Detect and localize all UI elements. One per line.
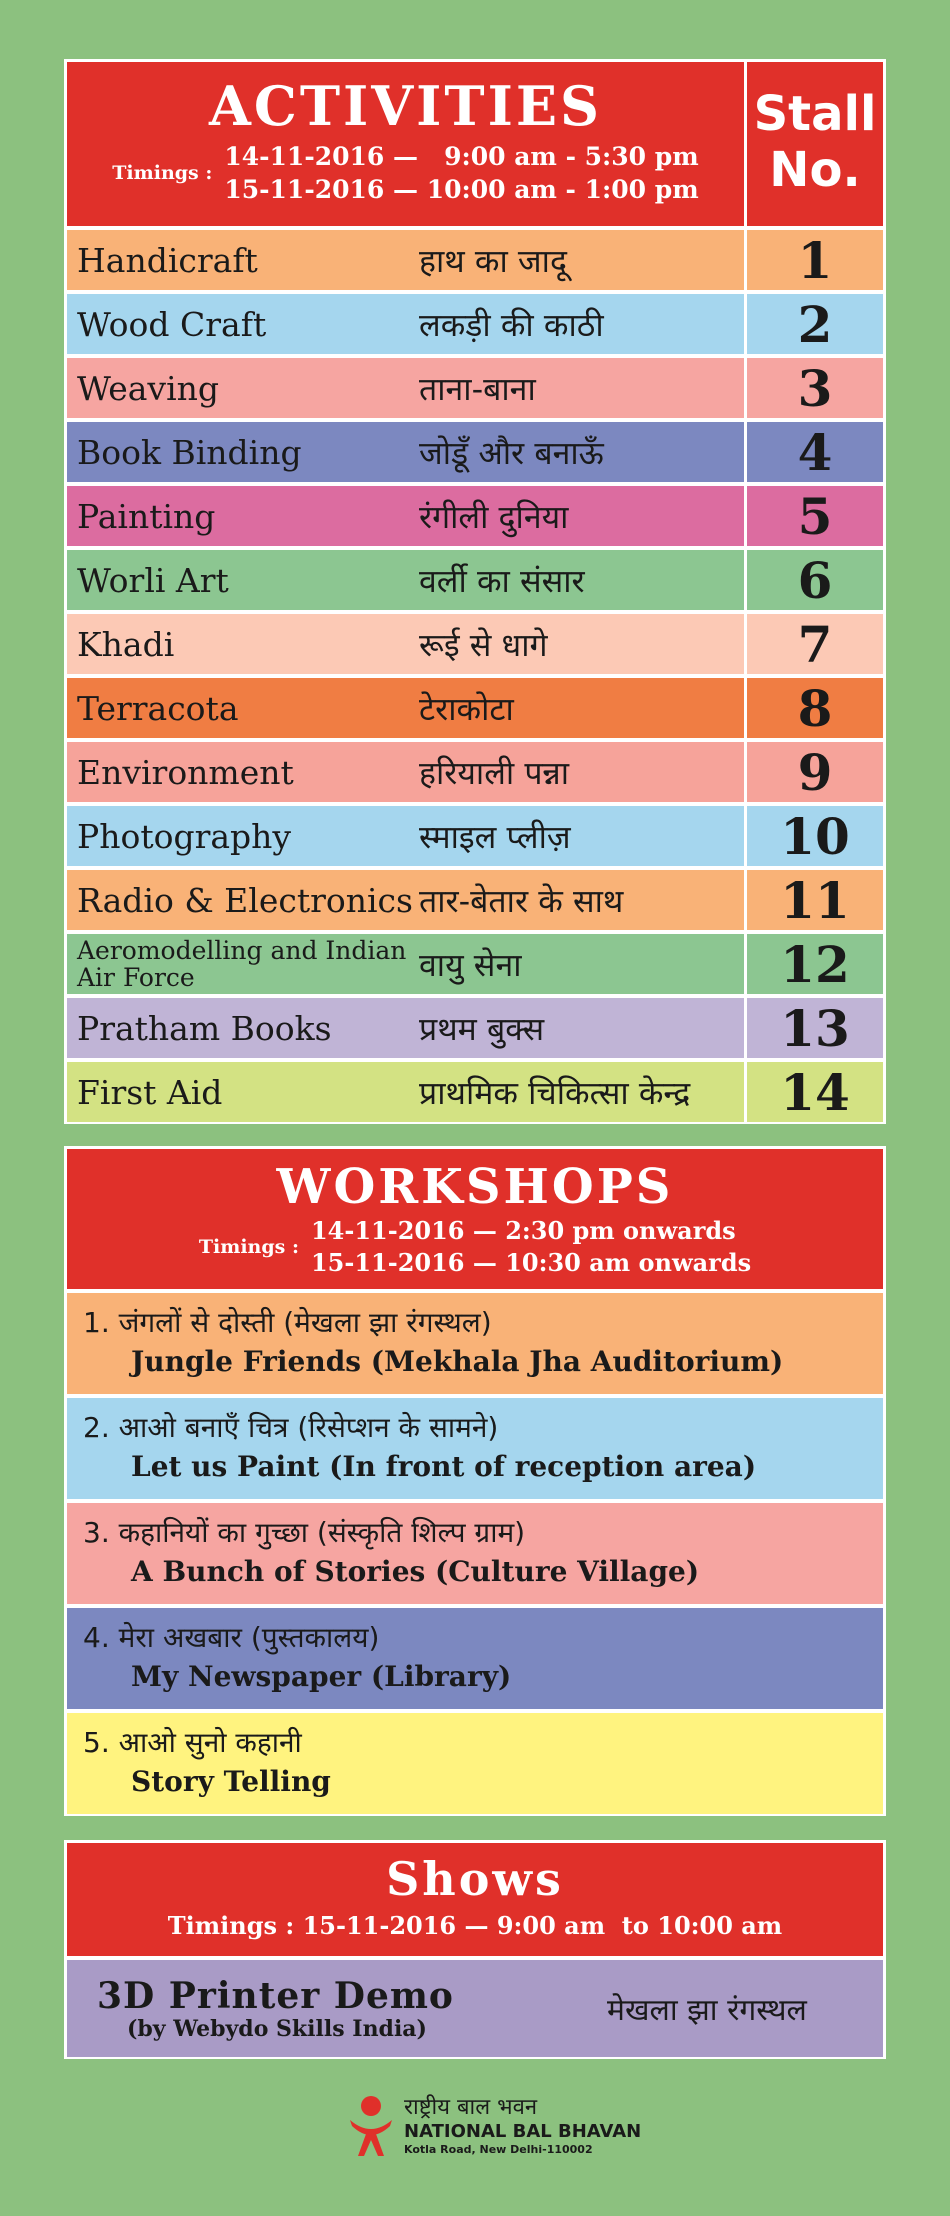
activity-english-name: Weaving xyxy=(77,368,220,408)
activity-english-name: Worli Art xyxy=(77,560,229,600)
activity-name-cell xyxy=(67,934,744,994)
bal-bhavan-logo-icon xyxy=(346,2094,396,2158)
activities-title-box xyxy=(67,62,744,226)
stall-number: 7 xyxy=(747,614,883,674)
activities-header xyxy=(67,62,883,226)
activity-hindi-name: हरियाली पन्ना xyxy=(419,753,570,792)
activity-hindi-name: जोडूँ और बनाऊँ xyxy=(419,433,604,472)
stall-number: 1 xyxy=(747,230,883,290)
activities-timings xyxy=(67,140,744,206)
footer-logo-block xyxy=(346,2094,641,2158)
workshop-english-title: Jungle Friends (Mekhala Jha Auditorium) xyxy=(131,1345,784,1378)
activity-hindi-name: तार-बेतार के साथ xyxy=(419,881,624,920)
activity-row xyxy=(67,998,883,1058)
activity-english-name: Radio & Electronics xyxy=(77,880,413,920)
timing-line-2: 15-11-2016 — 10:00 am - 1:00 pm xyxy=(224,175,699,204)
activity-english-name: Painting xyxy=(77,496,216,536)
workshop-english-title: Story Telling xyxy=(131,1765,331,1798)
activity-name-cell xyxy=(67,998,744,1058)
activity-hindi-name: ताना-बाना xyxy=(419,369,536,408)
activity-english-name: Book Binding xyxy=(77,432,302,472)
workshop-hindi-title: 1. जंगलों से दोस्ती (मेखला झा रंगस्थल) xyxy=(83,1306,492,1339)
workshop-item xyxy=(67,1608,883,1709)
workshop-item xyxy=(67,1398,883,1499)
workshops-panel xyxy=(64,1146,886,1816)
timings-label: Timings : xyxy=(198,1236,299,1258)
activity-row xyxy=(67,294,883,354)
show-item-subtitle: (by Webydo Skills India) xyxy=(127,2015,427,2042)
footer-address: Kotla Road, New Delhi-110002 xyxy=(404,2143,593,2156)
activity-row xyxy=(67,678,883,738)
shows-title: Shows xyxy=(386,1852,564,1906)
activity-english-name: Aeromodelling and Indian Air Force xyxy=(77,936,407,992)
workshops-title: WORKSHOPS xyxy=(276,1159,674,1215)
stall-number: 11 xyxy=(747,870,883,930)
workshop-english-title: Let us Paint (In front of reception area) xyxy=(131,1450,757,1483)
footer-hindi-name: राष्ट्रीय बाल भवन xyxy=(404,2095,538,2120)
show-item xyxy=(67,1960,883,2057)
activity-name-cell xyxy=(67,550,744,610)
activity-row xyxy=(67,870,883,930)
activity-row xyxy=(67,230,883,290)
stall-header-line-2: No. xyxy=(769,142,861,198)
workshop-item xyxy=(67,1293,883,1394)
stall-number-header xyxy=(747,62,883,226)
workshop-english-title: My Newspaper (Library) xyxy=(131,1660,512,1693)
activity-row xyxy=(67,806,883,866)
stall-number: 3 xyxy=(747,358,883,418)
activity-name-cell xyxy=(67,870,744,930)
shows-timings: Timings : 15-11-2016 — 9:00 am to 10:00 am xyxy=(167,1911,783,1940)
activity-english-name: Pratham Books xyxy=(77,1008,332,1048)
workshop-hindi-title: 2. आओ बनाएँ चित्र (रिसेप्शन के सामने) xyxy=(83,1411,499,1444)
activity-row xyxy=(67,742,883,802)
activity-name-cell xyxy=(67,422,744,482)
activity-name-cell xyxy=(67,806,744,866)
shows-header xyxy=(67,1843,883,1956)
workshop-hindi-title: 3. कहानियों का गुच्छा (संस्कृति शिल्प ग्राम) xyxy=(83,1516,526,1549)
workshops-header xyxy=(67,1149,883,1289)
activity-row xyxy=(67,486,883,546)
activity-hindi-name: लकड़ी की काठी xyxy=(419,305,604,344)
stall-number: 12 xyxy=(747,934,883,994)
stall-number: 14 xyxy=(747,1062,883,1122)
activity-name-cell xyxy=(67,1062,744,1122)
workshop-english-title: A Bunch of Stories (Culture Village) xyxy=(131,1555,700,1588)
activity-row xyxy=(67,422,883,482)
shows-panel xyxy=(64,1840,886,2059)
activity-english-name: Environment xyxy=(77,752,294,792)
stall-number: 13 xyxy=(747,998,883,1058)
activity-hindi-name: स्माइल प्लीज़ xyxy=(419,817,571,856)
workshop-hindi-title: 4. मेरा अखबार (पुस्तकालय) xyxy=(83,1621,380,1654)
activity-english-name: Terracota xyxy=(77,688,239,728)
activity-row xyxy=(67,550,883,610)
workshop-item xyxy=(67,1503,883,1604)
footer-english-name: NATIONAL BAL BHAVAN xyxy=(404,2121,642,2142)
activity-hindi-name: रंगीली दुनिया xyxy=(419,497,569,536)
activity-hindi-name: टेराकोटा xyxy=(419,689,514,728)
activities-title: ACTIVITIES xyxy=(208,74,603,138)
activity-row xyxy=(67,1062,883,1122)
activity-hindi-name: हाथ का जादू xyxy=(419,241,567,280)
activity-row xyxy=(67,358,883,418)
activity-hindi-name: रूई से धागे xyxy=(419,625,548,664)
activity-hindi-name: प्रथम बुक्स xyxy=(419,1009,545,1048)
stall-header-line-1: Stall xyxy=(753,86,877,142)
activities-panel xyxy=(64,59,886,1124)
timings-label: Timings : xyxy=(112,162,213,184)
timing-line-1: 14-11-2016 — 9:00 am - 5:30 pm xyxy=(224,142,699,171)
activity-english-name: Handicraft xyxy=(77,240,258,280)
activity-english-name: Photography xyxy=(77,816,292,856)
show-item-venue: मेखला झा रंगस्थल xyxy=(607,1993,807,2028)
stall-number: 8 xyxy=(747,678,883,738)
workshop-hindi-title: 5. आओ सुनो कहानी xyxy=(83,1726,302,1759)
stall-number: 5 xyxy=(747,486,883,546)
activity-english-name: First Aid xyxy=(77,1072,223,1112)
show-item-title: 3D Printer Demo xyxy=(97,1974,454,2017)
ws-timing-line-2: 15-11-2016 — 10:30 am onwards xyxy=(310,1248,752,1277)
activity-hindi-name: वायु सेना xyxy=(419,945,522,984)
workshop-item xyxy=(67,1713,883,1814)
activity-name-cell xyxy=(67,230,744,290)
stall-number: 4 xyxy=(747,422,883,482)
activity-name-cell xyxy=(67,486,744,546)
activity-name-cell xyxy=(67,742,744,802)
stall-number: 10 xyxy=(747,806,883,866)
stall-number: 6 xyxy=(747,550,883,610)
activity-english-name: Wood Craft xyxy=(77,304,267,344)
activity-name-cell xyxy=(67,614,744,674)
activity-english-name: Khadi xyxy=(77,624,175,664)
activity-hindi-name: प्राथमिक चिकित्सा केन्द्र xyxy=(419,1073,691,1112)
activity-row xyxy=(67,614,883,674)
activity-row xyxy=(67,934,883,994)
ws-timing-line-1: 14-11-2016 — 2:30 pm onwards xyxy=(310,1216,736,1245)
workshops-timings xyxy=(67,1215,883,1279)
activity-hindi-name: वर्ली का संसार xyxy=(419,561,585,600)
stall-number: 2 xyxy=(747,294,883,354)
activity-name-cell xyxy=(67,358,744,418)
stall-number: 9 xyxy=(747,742,883,802)
activity-name-cell xyxy=(67,294,744,354)
activity-name-cell xyxy=(67,678,744,738)
